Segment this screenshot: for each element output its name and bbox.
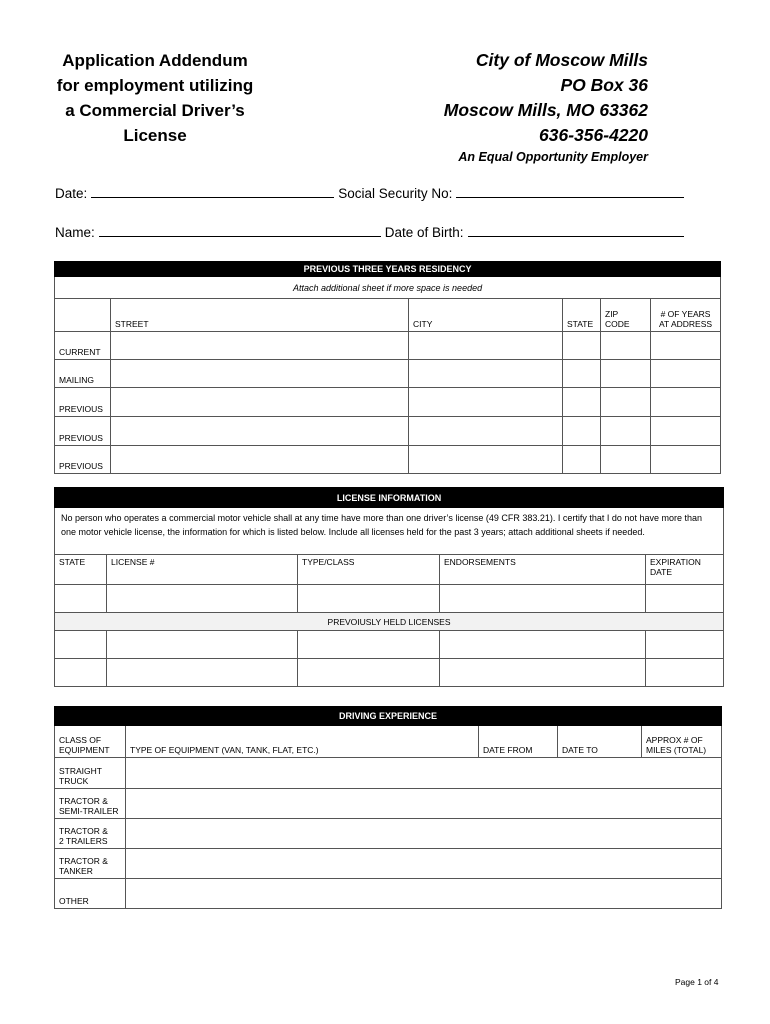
type-class-cell[interactable]: [298, 585, 440, 613]
expiration-header-line: EXPIRATION: [650, 557, 701, 567]
license-state-cell[interactable]: [55, 631, 107, 659]
license-number-cell[interactable]: [107, 585, 298, 613]
blank-header-cell: [55, 299, 111, 332]
experience-entry-cell[interactable]: [126, 789, 722, 819]
zip-header: [601, 299, 651, 332]
street-cell[interactable]: [111, 446, 409, 474]
date-label: Date:: [55, 186, 88, 201]
years-cell[interactable]: [651, 417, 721, 446]
name-dob-row: [55, 224, 688, 240]
license-state-cell[interactable]: [55, 659, 107, 687]
experience-entry-cell[interactable]: [126, 849, 722, 879]
date-field[interactable]: [91, 185, 334, 198]
state-header: STATE: [563, 299, 601, 332]
type-class-cell[interactable]: [298, 659, 440, 687]
zip-cell[interactable]: [601, 446, 651, 474]
org-phone: 636-356-4220: [539, 125, 648, 145]
class-label-line: TRUCK: [59, 776, 89, 786]
form-title-line: Application Addendum: [62, 51, 248, 70]
license-state-header: STATE: [55, 555, 107, 585]
city-cell[interactable]: [409, 360, 563, 388]
equipment-type-header: TYPE OF EQUIPMENT (VAN, TANK, FLAT, ETC.): [126, 726, 479, 758]
state-cell[interactable]: [563, 360, 601, 388]
equipment-class-label: [55, 879, 126, 909]
street-header: STREET: [111, 299, 409, 332]
license-header: LICENSE INFORMATION: [55, 488, 724, 508]
dob-label: Date of Birth:: [384, 225, 464, 240]
years-cell[interactable]: [651, 388, 721, 417]
license-state-cell[interactable]: [55, 585, 107, 613]
zip-header-line: ZIP: [605, 309, 619, 319]
street-cell[interactable]: [111, 388, 409, 417]
class-header-line: EQUIPMENT: [59, 745, 110, 755]
name-label: Name:: [55, 225, 95, 240]
name-field[interactable]: [99, 224, 381, 237]
city-header: CITY: [409, 299, 563, 332]
driving-experience-header: DRIVING EXPERIENCE: [55, 707, 722, 726]
class-header: [55, 726, 126, 758]
expiration-header: [646, 555, 724, 585]
residency-table: [54, 261, 721, 474]
class-label-line: STRAIGHT: [59, 766, 102, 776]
state-cell[interactable]: [563, 388, 601, 417]
expiration-cell[interactable]: [646, 659, 724, 687]
date-to-header: DATE TO: [558, 726, 642, 758]
residency-header: PREVIOUS THREE YEARS RESIDENCY: [55, 262, 721, 277]
endorsements-cell[interactable]: [440, 585, 646, 613]
street-cell[interactable]: [111, 332, 409, 360]
zip-cell[interactable]: [601, 332, 651, 360]
class-label-line: TANKER: [59, 866, 93, 876]
row-label-previous: PREVIOUS: [55, 388, 111, 417]
zip-cell[interactable]: [601, 417, 651, 446]
license-table: [54, 487, 724, 687]
ssn-label: Social Security No:: [338, 186, 453, 201]
class-label-line: SEMI-TRAILER: [59, 806, 119, 816]
equipment-class-label: [55, 819, 126, 849]
form-title-line: for employment utilizing: [56, 76, 254, 95]
license-number-header: LICENSE #: [107, 555, 298, 585]
class-label-line: TRACTOR &: [59, 826, 108, 836]
years-cell[interactable]: [651, 446, 721, 474]
zip-cell[interactable]: [601, 388, 651, 417]
years-header-line: # OF YEARS: [660, 309, 711, 319]
state-cell[interactable]: [563, 417, 601, 446]
type-class-header: TYPE/CLASS: [298, 555, 440, 585]
dob-field[interactable]: [468, 224, 684, 237]
date-from-header: DATE FROM: [479, 726, 558, 758]
class-label-line: OTHER: [59, 896, 89, 906]
row-label-previous: PREVIOUS: [55, 446, 111, 474]
equal-opportunity-statement: An Equal Opportunity Employer: [458, 150, 648, 164]
equipment-class-label: [55, 758, 126, 789]
years-cell[interactable]: [651, 332, 721, 360]
miles-header: [642, 726, 722, 758]
years-header-line: AT ADDRESS: [658, 319, 713, 329]
row-label-mailing: MAILING: [55, 360, 111, 388]
org-name: City of Moscow Mills: [475, 50, 648, 70]
driving-experience-table: [54, 706, 722, 909]
endorsements-header: ENDORSEMENTS: [440, 555, 646, 585]
city-cell[interactable]: [409, 446, 563, 474]
org-po-box: PO Box 36: [560, 75, 648, 95]
equipment-class-label: [55, 849, 126, 879]
date-ssn-row: [55, 185, 688, 201]
zip-header-line: CODE: [605, 319, 630, 329]
class-label-line: TRACTOR &: [59, 796, 108, 806]
experience-entry-cell[interactable]: [126, 758, 722, 789]
form-title: [50, 48, 260, 148]
organization-address: [444, 48, 648, 148]
license-number-cell[interactable]: [107, 659, 298, 687]
city-cell[interactable]: [409, 417, 563, 446]
org-city: Moscow Mills, MO 63362: [443, 100, 648, 120]
row-label-current: CURRENT: [55, 332, 111, 360]
class-header-line: CLASS OF: [59, 735, 102, 745]
street-cell[interactable]: [111, 360, 409, 388]
state-cell[interactable]: [563, 446, 601, 474]
experience-entry-cell[interactable]: [126, 879, 722, 909]
row-label-previous: PREVIOUS: [55, 417, 111, 446]
class-label-line: 2 TRAILERS: [59, 836, 108, 846]
state-cell[interactable]: [563, 332, 601, 360]
miles-header-line: MILES (TOTAL): [646, 745, 707, 755]
residency-note: Attach additional sheet if more space is needed: [55, 277, 721, 299]
years-cell[interactable]: [651, 360, 721, 388]
page-number: Page 1 of 4: [675, 977, 719, 987]
form-title-line: License: [123, 126, 187, 145]
endorsements-cell[interactable]: [440, 631, 646, 659]
miles-header-line: APPROX # OF: [646, 735, 703, 745]
city-cell[interactable]: [409, 332, 563, 360]
form-title-line: a Commercial Driver’s: [65, 101, 245, 120]
ssn-field[interactable]: [456, 185, 684, 198]
expiration-cell[interactable]: [646, 631, 724, 659]
zip-cell[interactable]: [601, 360, 651, 388]
years-header: [651, 299, 721, 332]
expiration-header-line: DATE: [650, 567, 673, 577]
street-cell[interactable]: [111, 417, 409, 446]
class-label-line: TRACTOR &: [59, 856, 108, 866]
equipment-class-label: [55, 789, 126, 819]
license-number-cell[interactable]: [107, 631, 298, 659]
expiration-cell[interactable]: [646, 585, 724, 613]
license-certification-text: No person who operates a commercial motor vehicle shall at any time have more than one driver’s license (49 CFR 383.21). I certify that I do not have more than one motor vehicle license, the information for which is listed below. Include all licenses held for the past 3 years; attach additional sheets if needed.: [55, 508, 724, 555]
city-cell[interactable]: [409, 388, 563, 417]
previously-held-licenses-header: PREVOIUSLY HELD LICENSES: [55, 613, 724, 631]
endorsements-cell[interactable]: [440, 659, 646, 687]
type-class-cell[interactable]: [298, 631, 440, 659]
experience-entry-cell[interactable]: [126, 819, 722, 849]
